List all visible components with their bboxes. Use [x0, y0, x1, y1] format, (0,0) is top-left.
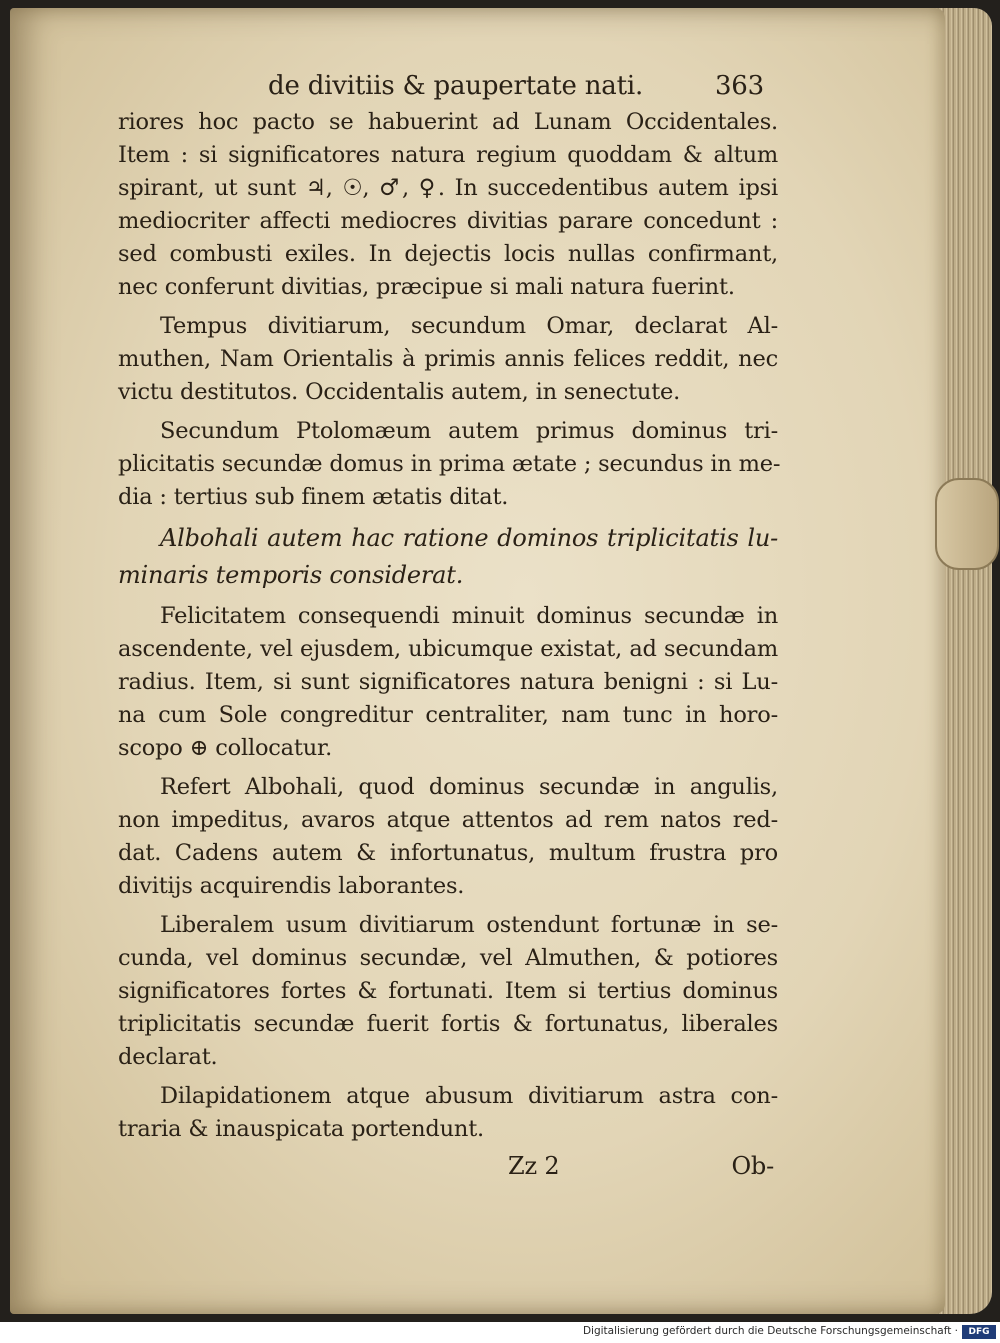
page-number: 363	[714, 71, 764, 101]
text-line: radius. Item, si sunt significatores natura benigni : si Lu-	[118, 669, 778, 695]
text-line: divitijs acquirendis laborantes.	[118, 873, 465, 899]
text-line: Liberalem usum divitiarum ostendunt fortunæ in se-	[160, 912, 778, 938]
text-line: muthen, Nam Orientalis à primis annis felices reddit, nec	[118, 346, 778, 372]
text-line: minaris temporis considerat.	[118, 561, 464, 589]
paragraph-4	[118, 600, 778, 765]
paragraph-5	[118, 771, 778, 903]
running-head	[118, 70, 778, 106]
digitization-footer	[0, 1322, 1000, 1343]
text-line: spirant, ut sunt ♃, ☉, ♂, ♀. In succedentibus autem ipsi	[118, 175, 778, 201]
text-line: non impeditus, avaros atque attentos ad rem natos red-	[118, 807, 778, 833]
paragraph-6	[118, 909, 778, 1074]
paragraph-3	[118, 415, 781, 514]
page-text	[118, 70, 781, 1190]
text-line: sed combusti exiles. In dejectis locis nullas confirmant,	[118, 241, 778, 267]
text-line: scopo ⊕ collocatur.	[118, 735, 333, 761]
text-line: ascendente, vel ejusdem, ubicumque existat, ad secundam	[118, 636, 778, 662]
running-head-title: de divitiis & paupertate nati.	[268, 71, 644, 101]
text-line: dia : tertius sub finem ætatis ditat.	[118, 484, 509, 510]
text-line: cunda, vel dominus secundæ, vel Almuthen, & potiores	[118, 945, 778, 971]
text-line: Albohali autem hac ratione dominos triplicitatis lu-	[160, 524, 778, 552]
text-line: Item : si significatores natura regium quoddam & altum	[118, 142, 778, 168]
catchline	[118, 1150, 778, 1190]
text-line: mediocriter affecti mediocres divitias parare concedunt :	[118, 208, 778, 234]
text-line: Dilapidationem atque abusum divitiarum astra con-	[160, 1083, 778, 1109]
paragraph-7	[118, 1080, 778, 1146]
text-line: declarat.	[118, 1044, 218, 1070]
italic-heading	[118, 520, 778, 594]
page-clip	[935, 478, 999, 570]
text-line: triplicitatis secundæ fuerit fortis & fortunatus, liberales	[118, 1011, 778, 1037]
text-line: riores hoc pacto se habuerint ad Lunam Occidentales.	[118, 109, 778, 135]
paragraph-2	[118, 310, 778, 409]
catchword: Ob-	[731, 1152, 774, 1180]
text-line: na cum Sole congreditur centraliter, nam tunc in horo-	[118, 702, 778, 728]
text-line: significatores fortes & fortunati. Item si tertius dominus	[118, 978, 778, 1004]
text-line: nec conferunt divitias, præcipue si mali natura fuerint.	[118, 274, 735, 300]
paragraph-1	[118, 106, 778, 304]
text-line: Felicitatem consequendi minuit dominus secundæ in	[160, 603, 778, 629]
text-line: traria & inauspicata portendunt.	[118, 1116, 485, 1142]
funding-credit: Digitalisierung gefördert durch die Deutsche Forschungsgemeinschaft ·	[582, 1325, 958, 1337]
text-line: Tempus divitiarum, secundum Omar, declarat Al-	[160, 313, 778, 339]
dfg-logo: DFG	[962, 1325, 996, 1339]
text-line: Refert Albohali, quod dominus secundæ in angulis,	[160, 774, 778, 800]
text-line: dat. Cadens autem & infortunatus, multum frustra pro	[118, 840, 778, 866]
signature-mark: Zz 2	[508, 1152, 560, 1180]
text-line: victu destitutos. Occidentalis autem, in senectute.	[118, 379, 681, 405]
text-line: Secundum Ptolomæum autem primus dominus tri-	[160, 418, 778, 444]
text-line: plicitatis secundæ domus in prima ætate ; secundus in me-	[118, 451, 781, 477]
